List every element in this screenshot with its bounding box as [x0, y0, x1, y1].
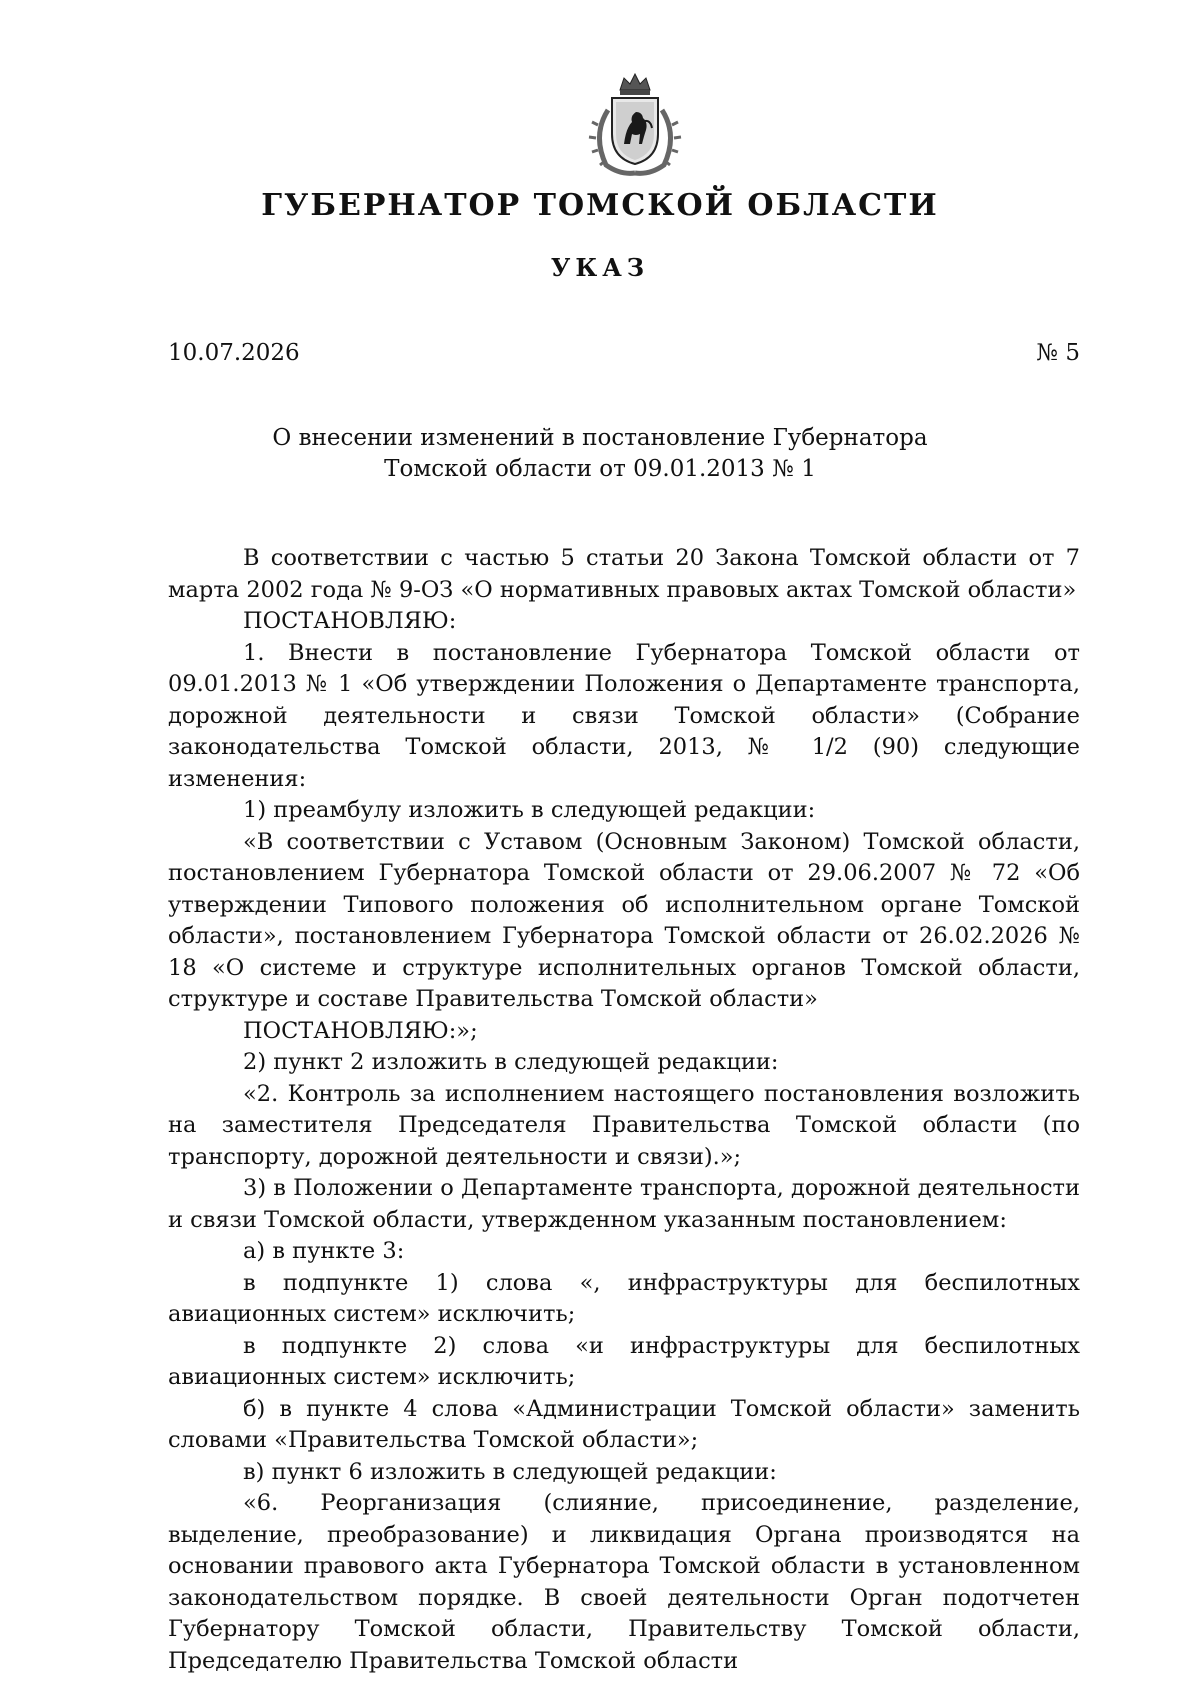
body-paragraph: «В соответствии с Уставом (Основным Законом) Томской области, постановлением Губернатора Томской области от 29.06.2007 № 72 «Об утверждении Типового положения об исполнительном органе Томской области», постановлением Губернатора Томской области от 26.02.2026 № 18 «О системе и структуре исполнительных органов Томской области, структуре и составе Правительства Томской области» — [168, 828, 1080, 1012]
body-paragraph: 1) преамбулу изложить в следующей редакции: — [243, 797, 816, 823]
body-paragraph: ПОСТАНОВЛЯЮ:»; — [243, 1017, 478, 1044]
subject-line-2: Томской области от 09.01.2013 № 1 — [384, 456, 816, 482]
body-paragraph: 3) в Положении о Департаменте транспорта, дорожной деятельности и связи Томской области, утвержденном указанным постановлением: — [168, 1175, 1080, 1233]
document-date: 10.07.2026 — [168, 340, 300, 366]
issuing-authority-title: ГУБЕРНАТОР ТОМСКОЙ ОБЛАСТИ — [261, 188, 939, 223]
coat-of-arms-icon — [580, 70, 690, 180]
body-paragraph: 1. Внести в постановление Губернатора Томской области от 09.01.2013 № 1 «Об утверждении Положения о Департаменте транспорта, дорожной деятельности и связи Томской области» (Собрание законодательства Томской области, 2013, № 1/2 (90) следующие изменения: — [168, 639, 1080, 792]
body-paragraph: В соответствии с частью 5 статьи 20 Закона Томской области от 7 марта 2002 года № 9-ОЗ «О нормативных правовых актах Томской области» — [168, 545, 1080, 603]
body-paragraph: ПОСТАНОВЛЯЮ: — [243, 608, 457, 634]
body-paragraph: «6. Реорганизация (слияние, присоединение, разделение, выделение, преобразование) и ликвидация Органа производятся на основании правового акта Губернатора Томской области в установленном законодательством порядке. В своей деятельности Орган подотчетен Губернатору Томской области, Правительству Томской области, Председателю Правительства Томской области — [168, 1490, 1080, 1674]
body-paragraph: а) в пункте 3: — [243, 1238, 405, 1264]
document-subject — [250, 423, 950, 485]
document-type-heading: УКАЗ — [550, 253, 650, 282]
document-body — [168, 543, 1080, 1677]
body-paragraph: б) в пункте 4 слова «Администрации Томской области» заменить словами «Правительства Томской области»; — [168, 1395, 1080, 1453]
body-paragraph: 2) пункт 2 изложить в следующей редакции: — [243, 1049, 779, 1075]
body-paragraph: в подпункте 1) слова «, инфраструктуры для беспилотных авиационных систем» исключить; — [168, 1269, 1080, 1327]
document-number: № 5 — [1036, 340, 1080, 366]
body-paragraph: «2. Контроль за исполнением настоящего постановления возложить на заместителя Председателя Правительства Томской области (по транспорту, дорожной деятельности и связи).»; — [168, 1080, 1080, 1170]
body-paragraph: в) пункт 6 изложить в следующей редакции: — [243, 1458, 777, 1485]
subject-line-1: О внесении изменений в постановление Губернатора — [272, 425, 928, 451]
body-paragraph: в подпункте 2) слова «и инфраструктуры для беспилотных авиационных систем» исключить; — [168, 1332, 1080, 1390]
